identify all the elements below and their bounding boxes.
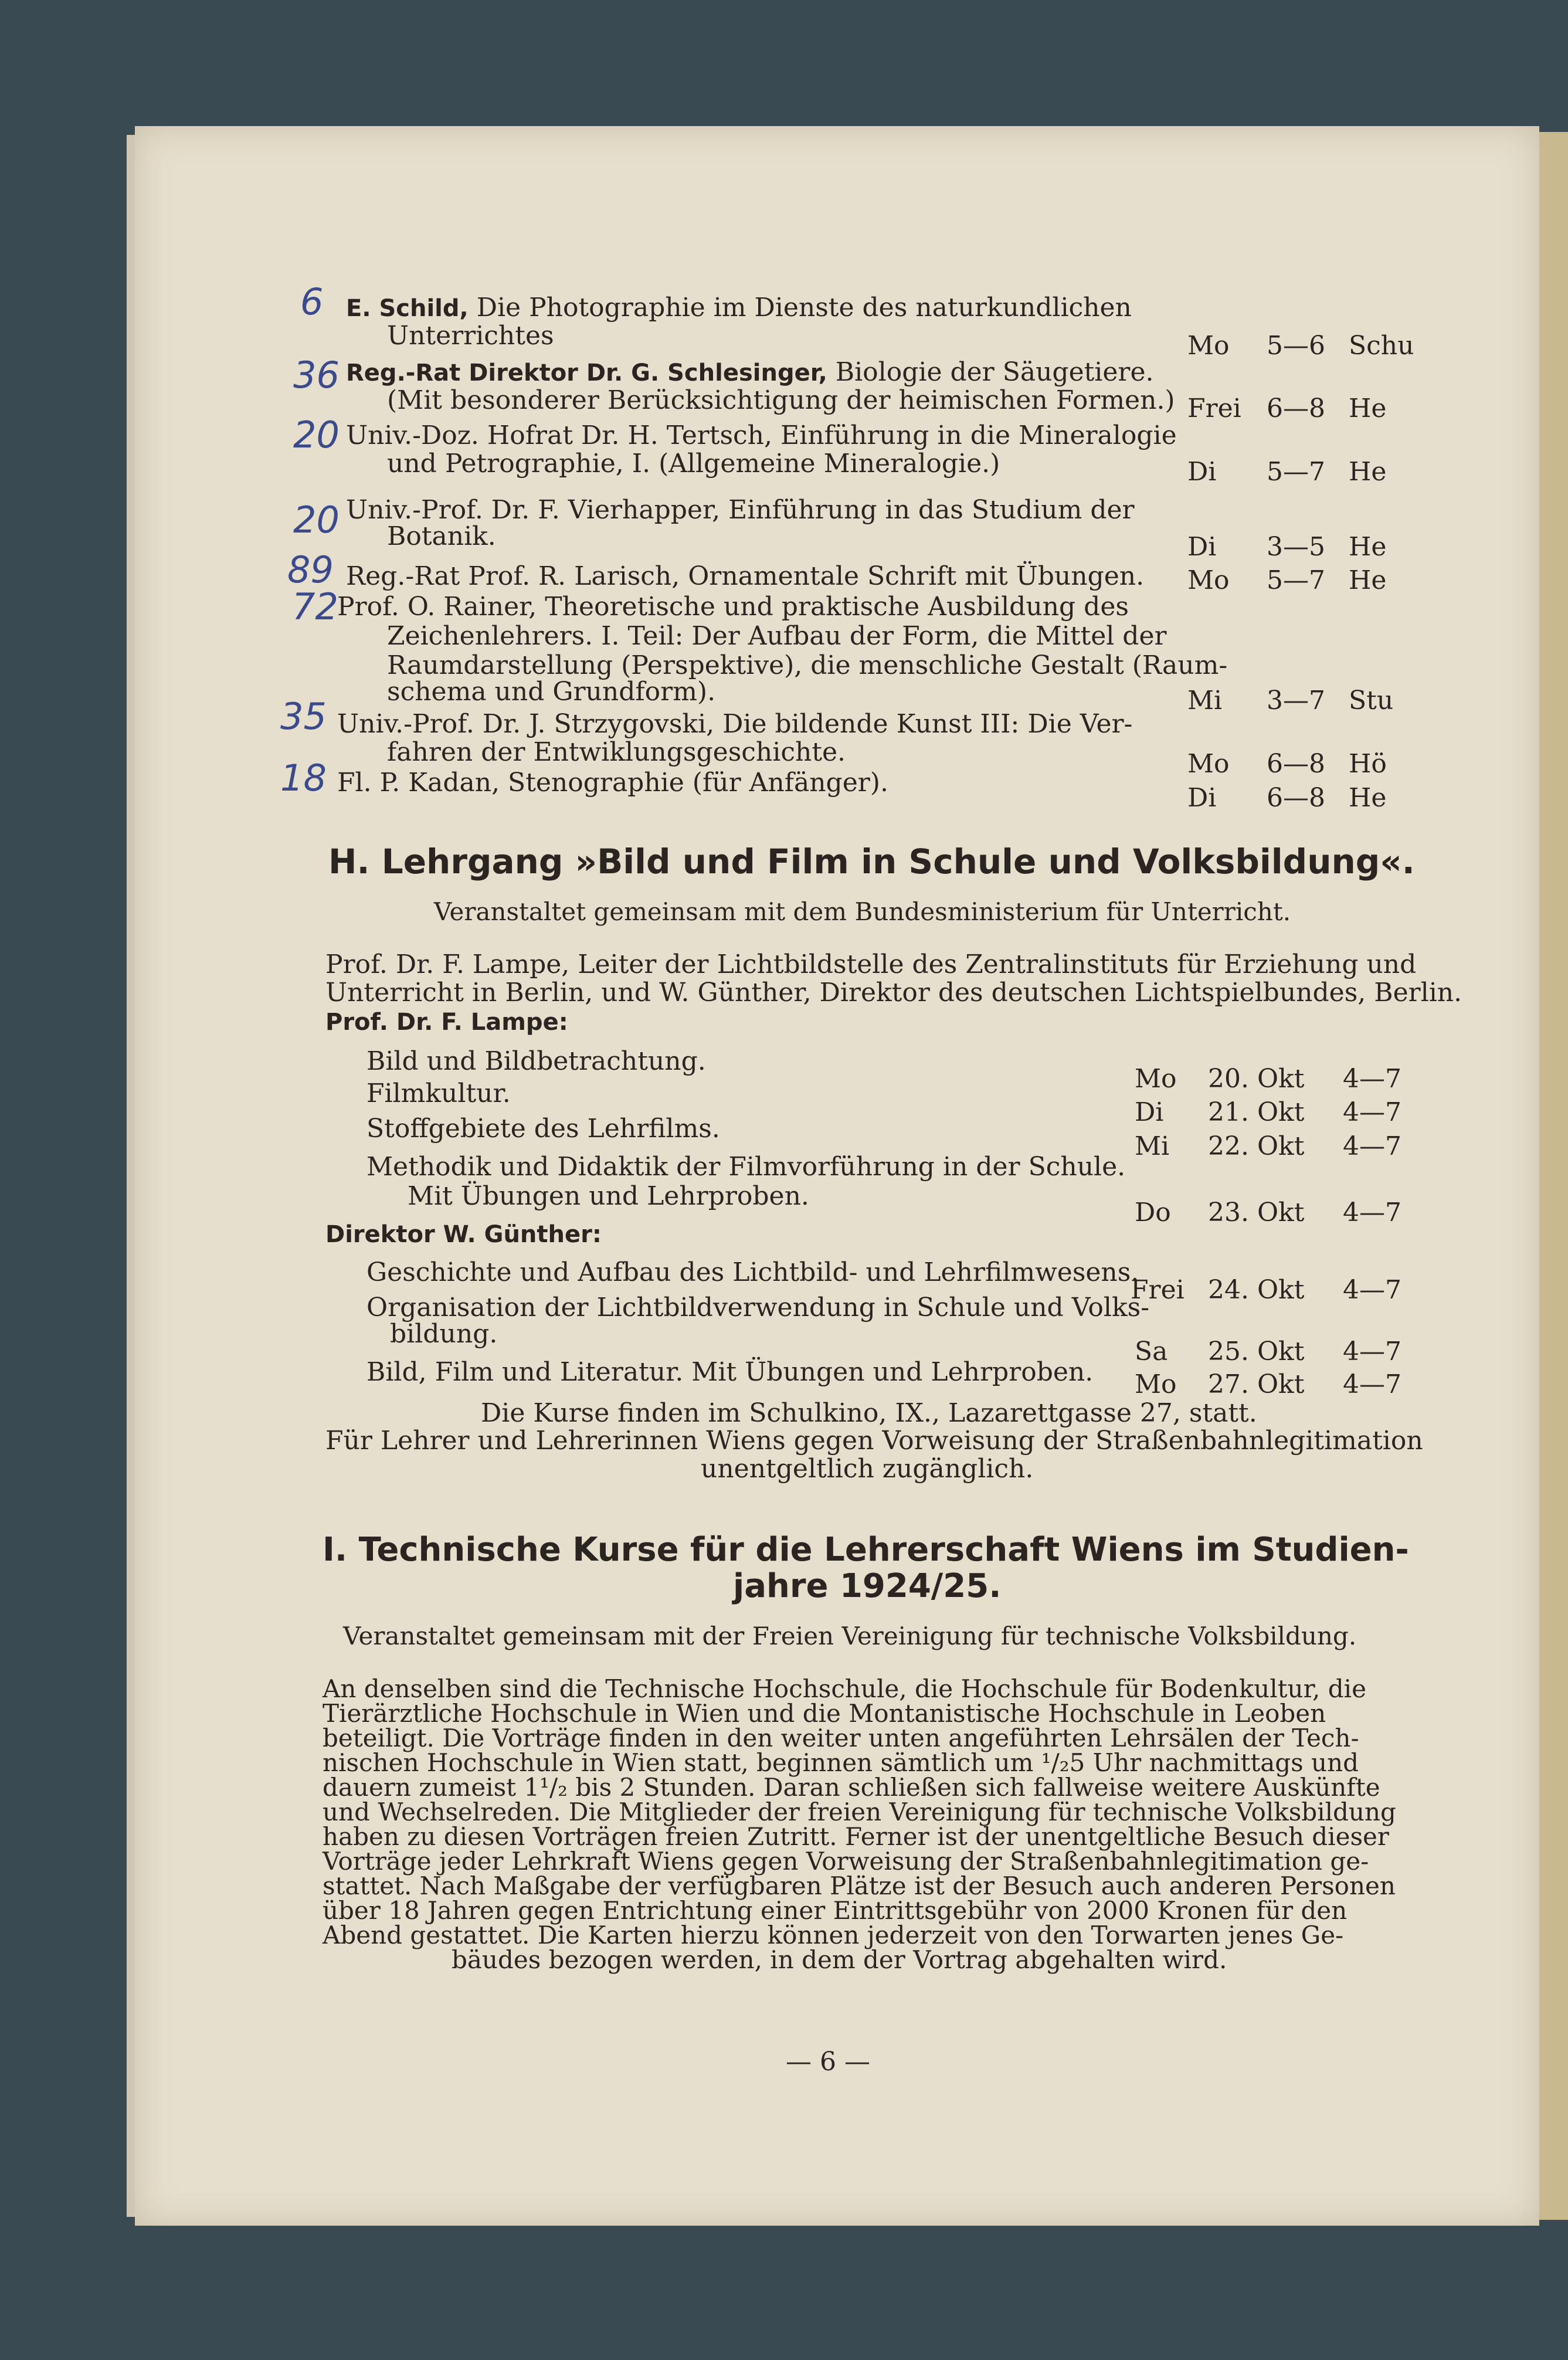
body-line: Tierärztliche Hochschule in Wien und die Montanistische Hochschule in Leoben bbox=[323, 1699, 1326, 1728]
course-title-cont: Raumdarstellung (Perspektive), die menschliche Gestalt (Raum- bbox=[387, 650, 1228, 680]
section-h-subtitle: Veranstaltet gemeinsam mit dem Bundesministerium für Unterricht. bbox=[434, 897, 1291, 926]
course-title: Einführung in das Studium der bbox=[720, 495, 1135, 525]
course-lecturer: Fl. P. Kadan, bbox=[337, 768, 500, 798]
schedule-time: 4—7 bbox=[1343, 1097, 1401, 1127]
schedule-item-cont: Mit Übungen und Lehrproben. bbox=[408, 1181, 809, 1211]
course-lecturer: Prof. O. Rainer, bbox=[337, 592, 537, 622]
section-i-title-cont: jahre 1924/25. bbox=[733, 1567, 1002, 1605]
body-line: Vorträge jeder Lehrkraft Wiens gegen Vorweisung der Straßenbahnlegitimation ge- bbox=[323, 1847, 1369, 1876]
body-line: nischen Hochschule in Wien statt, beginnen sämtlich um ¹/₂5 Uhr nachmittags und bbox=[323, 1748, 1359, 1777]
schedule-time: 4—7 bbox=[1343, 1275, 1401, 1305]
schedule-time: 4—7 bbox=[1343, 1337, 1401, 1367]
section-h-note: unentgeltlich zugänglich. bbox=[701, 1454, 1034, 1484]
course-room: Stu bbox=[1349, 686, 1394, 716]
course-time: 6—8 bbox=[1267, 749, 1325, 779]
course-entry bbox=[337, 710, 1132, 739]
schedule-day: Di bbox=[1135, 1097, 1164, 1127]
body-line: beteiligt. Die Vorträge finden in den weiter unten angeführten Lehrsälen der Tech- bbox=[323, 1724, 1359, 1752]
schedule-date: 21. Okt bbox=[1208, 1097, 1305, 1127]
body-line: Abend gestattet. Die Karten hierzu können jederzeit von den Torwarten jenes Ge- bbox=[323, 1921, 1344, 1949]
body-line: und Wechselreden. Die Mitglieder der freien Vereinigung für technische Volksbildung bbox=[323, 1798, 1396, 1826]
next-page-edge bbox=[1539, 132, 1568, 2220]
course-title-cont: Unterrichtes bbox=[387, 321, 554, 351]
course-entry bbox=[346, 358, 1153, 388]
section-i-title: I. Technische Kurse für die Lehrerschaft Wiens im Studien- bbox=[323, 1531, 1409, 1569]
schedule-time: 4—7 bbox=[1343, 1198, 1401, 1228]
page-number: — 6 — bbox=[786, 2047, 870, 2077]
course-day: Mo bbox=[1187, 331, 1230, 361]
section-h-note: Die Kurse finden im Schulkino, IX., Lazarettgasse 27, statt. bbox=[481, 1398, 1257, 1428]
course-day: Mo bbox=[1187, 565, 1230, 595]
course-time: 5—7 bbox=[1267, 457, 1325, 487]
margin-number: 20 bbox=[293, 499, 340, 541]
course-day: Frei bbox=[1187, 394, 1241, 423]
lecturer-heading: Prof. Dr. F. Lampe: bbox=[325, 1009, 568, 1036]
schedule-item: Stoffgebiete des Lehrfilms. bbox=[366, 1114, 720, 1144]
course-title: Die Photographie im Dienste des naturkundlichen bbox=[468, 293, 1132, 323]
course-day: Mi bbox=[1187, 686, 1223, 716]
course-room: He bbox=[1349, 783, 1387, 813]
course-day: Mo bbox=[1187, 749, 1230, 779]
course-day: Di bbox=[1187, 457, 1217, 487]
schedule-item: Methodik und Didaktik der Filmvorführung in der Schule. bbox=[366, 1152, 1126, 1182]
course-entry bbox=[346, 562, 1144, 591]
course-time: 3—7 bbox=[1267, 686, 1325, 716]
course-title: Biologie der Säugetiere. bbox=[827, 357, 1154, 387]
course-entry bbox=[346, 293, 1132, 323]
course-title-cont: Botanik. bbox=[387, 521, 496, 551]
course-room: He bbox=[1349, 457, 1387, 487]
schedule-day: Do bbox=[1135, 1198, 1171, 1228]
course-day: Di bbox=[1187, 532, 1217, 562]
schedule-date: 22. Okt bbox=[1208, 1131, 1305, 1161]
margin-number: 20 bbox=[293, 413, 340, 456]
course-room: He bbox=[1349, 394, 1387, 423]
course-title-cont: fahren der Entwiklungsgeschichte. bbox=[387, 737, 846, 767]
schedule-time: 4—7 bbox=[1343, 1064, 1401, 1094]
schedule-day: Mo bbox=[1135, 1064, 1177, 1094]
course-title-cont: Zeichenlehrers. I. Teil: Der Aufbau der Form, die Mittel der bbox=[387, 621, 1167, 651]
course-lecturer: E. Schild, bbox=[346, 295, 469, 322]
schedule-day: Sa bbox=[1135, 1337, 1168, 1367]
course-time: 6—8 bbox=[1267, 394, 1325, 423]
schedule-item-cont: bildung. bbox=[390, 1319, 498, 1349]
body-line: bäudes bezogen werden, in dem der Vortrag abgehalten wird. bbox=[452, 1945, 1227, 1974]
course-lecturer: Reg.-Rat Prof. R. Larisch, bbox=[346, 561, 680, 591]
course-title: Stenographie (für Anfänger). bbox=[500, 768, 888, 798]
schedule-date: 24. Okt bbox=[1208, 1275, 1305, 1305]
course-entry bbox=[346, 496, 1135, 525]
course-room: He bbox=[1349, 532, 1387, 562]
body-line: stattet. Nach Maßgabe der verfügbaren Plätze ist der Besuch auch anderen Personen bbox=[323, 1871, 1396, 1900]
schedule-time: 4—7 bbox=[1343, 1131, 1401, 1161]
course-lecturer: Reg.-Rat Direktor Dr. G. Schlesinger, bbox=[346, 360, 827, 386]
course-title: Einführung in die Mineralogie bbox=[772, 421, 1177, 450]
course-entry bbox=[337, 592, 1129, 622]
schedule-item: Geschichte und Aufbau des Lichtbild- und Lehrfilmwesens. bbox=[366, 1257, 1139, 1287]
schedule-day: Frei bbox=[1131, 1275, 1185, 1305]
course-title-cont: und Petrographie, I. (Allgemeine Mineralogie.) bbox=[387, 449, 1000, 479]
schedule-day: Mi bbox=[1135, 1131, 1170, 1161]
schedule-item: Bild, Film und Literatur. Mit Übungen und Lehrproben. bbox=[366, 1357, 1094, 1387]
margin-number: 18 bbox=[280, 757, 327, 799]
schedule-date: 27. Okt bbox=[1208, 1369, 1305, 1399]
course-entry bbox=[346, 421, 1177, 450]
section-i-subtitle: Veranstaltet gemeinsam mit der Freien Vereinigung für technische Volksbildung. bbox=[343, 1622, 1357, 1650]
course-title: Die bildende Kunst III: Die Ver- bbox=[714, 709, 1133, 739]
course-title-cont: schema und Grundform). bbox=[387, 677, 716, 707]
body-line: haben zu diesen Vorträgen freien Zutritt. Ferner ist der unentgeltliche Besuch dieser bbox=[323, 1822, 1389, 1851]
course-lecturer: Univ.-Prof. Dr. F. Vierhapper, bbox=[346, 495, 721, 525]
body-line: über 18 Jahren gegen Entrichtung einer Eintrittsgebühr von 2000 Kronen für den bbox=[323, 1896, 1348, 1925]
lecturer-heading: Direktor W. Günther: bbox=[325, 1221, 602, 1248]
course-time: 5—6 bbox=[1267, 331, 1325, 361]
course-day: Di bbox=[1187, 783, 1217, 813]
course-title: Theoretische und praktische Ausbildung des bbox=[537, 592, 1129, 622]
page-edge-left bbox=[127, 135, 135, 2217]
section-h-title: H. Lehrgang »Bild und Film in Schule und Volksbildung«. bbox=[328, 842, 1415, 881]
schedule-time: 4—7 bbox=[1343, 1369, 1401, 1399]
section-h-intro: Prof. Dr. F. Lampe, Leiter der Lichtbildstelle des Zentralinstituts für Erziehung und bbox=[325, 950, 1417, 979]
course-room: Schu bbox=[1349, 331, 1414, 361]
margin-number: 72 bbox=[292, 585, 338, 628]
schedule-item: Bild und Bildbetrachtung. bbox=[366, 1046, 706, 1076]
course-room: He bbox=[1349, 565, 1387, 595]
course-time: 3—5 bbox=[1267, 532, 1325, 562]
course-room: Hö bbox=[1349, 749, 1387, 779]
margin-number: 6 bbox=[300, 280, 324, 323]
course-title: Ornamentale Schrift mit Übungen. bbox=[680, 561, 1145, 591]
course-time: 6—8 bbox=[1267, 783, 1325, 813]
course-lecturer: Univ.-Prof. Dr. J. Strzygovski, bbox=[337, 709, 715, 739]
course-entry bbox=[337, 768, 888, 798]
margin-number: 36 bbox=[293, 354, 340, 396]
schedule-item: Filmkultur. bbox=[366, 1079, 511, 1108]
body-line: dauern zumeist 1¹/₂ bis 2 Stunden. Daran schließen sich fallweise weitere Auskünfte bbox=[323, 1773, 1380, 1802]
course-lecturer: Univ.-Doz. Hofrat Dr. H. Tertsch, bbox=[346, 421, 773, 450]
course-title-cont: (Mit besonderer Berücksichtigung der heimischen Formen.) bbox=[387, 385, 1175, 415]
schedule-item: Organisation der Lichtbildverwendung in Schule und Volks- bbox=[366, 1293, 1150, 1323]
schedule-day: Mo bbox=[1135, 1369, 1177, 1399]
course-time: 5—7 bbox=[1267, 565, 1325, 595]
schedule-date: 25. Okt bbox=[1208, 1337, 1305, 1367]
margin-number: 89 bbox=[287, 548, 334, 591]
schedule-date: 23. Okt bbox=[1208, 1198, 1305, 1228]
margin-number: 35 bbox=[280, 695, 327, 738]
section-h-intro: Unterricht in Berlin, und W. Günther, Direktor des deutschen Lichtspielbundes, Berlin. bbox=[325, 978, 1462, 1008]
schedule-date: 20. Okt bbox=[1208, 1064, 1305, 1094]
body-line: An denselben sind die Technische Hochschule, die Hochschule für Bodenkultur, die bbox=[323, 1674, 1366, 1703]
section-h-note: Für Lehrer und Lehrerinnen Wiens gegen Vorweisung der Straßenbahnlegitimation bbox=[325, 1426, 1423, 1456]
